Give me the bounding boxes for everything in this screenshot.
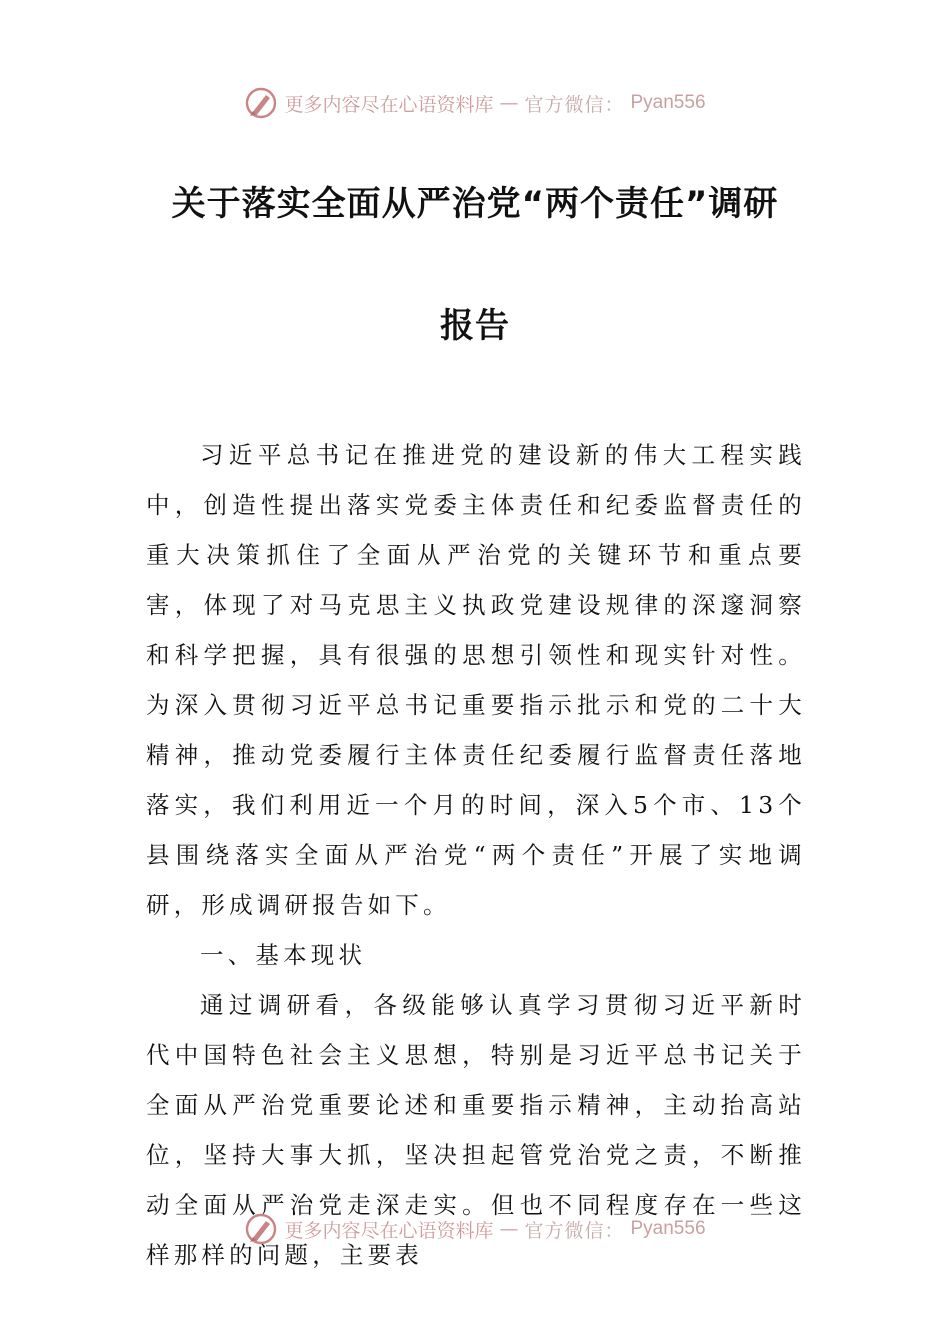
watermark-main-text: 更多内容尽在心语资料库 [284, 1219, 494, 1242]
footer-watermark [0, 1212, 950, 1246]
section-heading: 一、基本现状 [200, 941, 367, 969]
paragraph-status: 通过调研看，各级能够认真学习贯彻习近平新时代中国特色社会主义思想，特别是习近平总书记关于全面从严治党重要论述和重要指示精神，主动抬高站位，坚持大事大抓，坚决担起管党治党之责，不断推动全面从严治党走深走实。但也不同程度存在一些这样那样的问题，主要表 [146, 991, 806, 1269]
watermark-main-text: 更多内容尽在心语资料库 [284, 93, 494, 116]
document-title-line-2: 报告 [440, 306, 510, 346]
watermark-id: Pyan556 [630, 1218, 706, 1239]
document-body [146, 430, 806, 1280]
paragraph-intro: 习近平总书记在推进党的建设新的伟大工程实践中，创造性提出落实党委主体责任和纪委监督责任的重大决策抓住了全面从严治党的关键环节和重点要害，体现了对马克思主义执政党建设规律的深邃洞察和科学把握，具有很强的思想引领性和现实针对性。为深入贯彻习近平总书记重要指示批示和党的二十大精神，推动党委履行主体责任纪委履行监督责任落地落实，我们利用近一个月的时间，深入5个市、13个县围绕落实全面从严治党“两个责任”开展了实地调研，形成调研报告如下。 [146, 441, 806, 919]
pen-logo-icon [244, 86, 278, 120]
watermark-dash: — [499, 92, 519, 114]
watermark-id: Pyan556 [630, 92, 706, 113]
watermark-dash: — [499, 1218, 519, 1240]
watermark-sub-text: 官方微信： [524, 93, 625, 116]
watermark-sub-text: 官方微信： [524, 1219, 625, 1242]
pen-logo-icon [244, 1212, 278, 1246]
document-title-line-1: 关于落实全面从严治党“两个责任”调研 [171, 184, 779, 224]
header-watermark [0, 86, 950, 120]
